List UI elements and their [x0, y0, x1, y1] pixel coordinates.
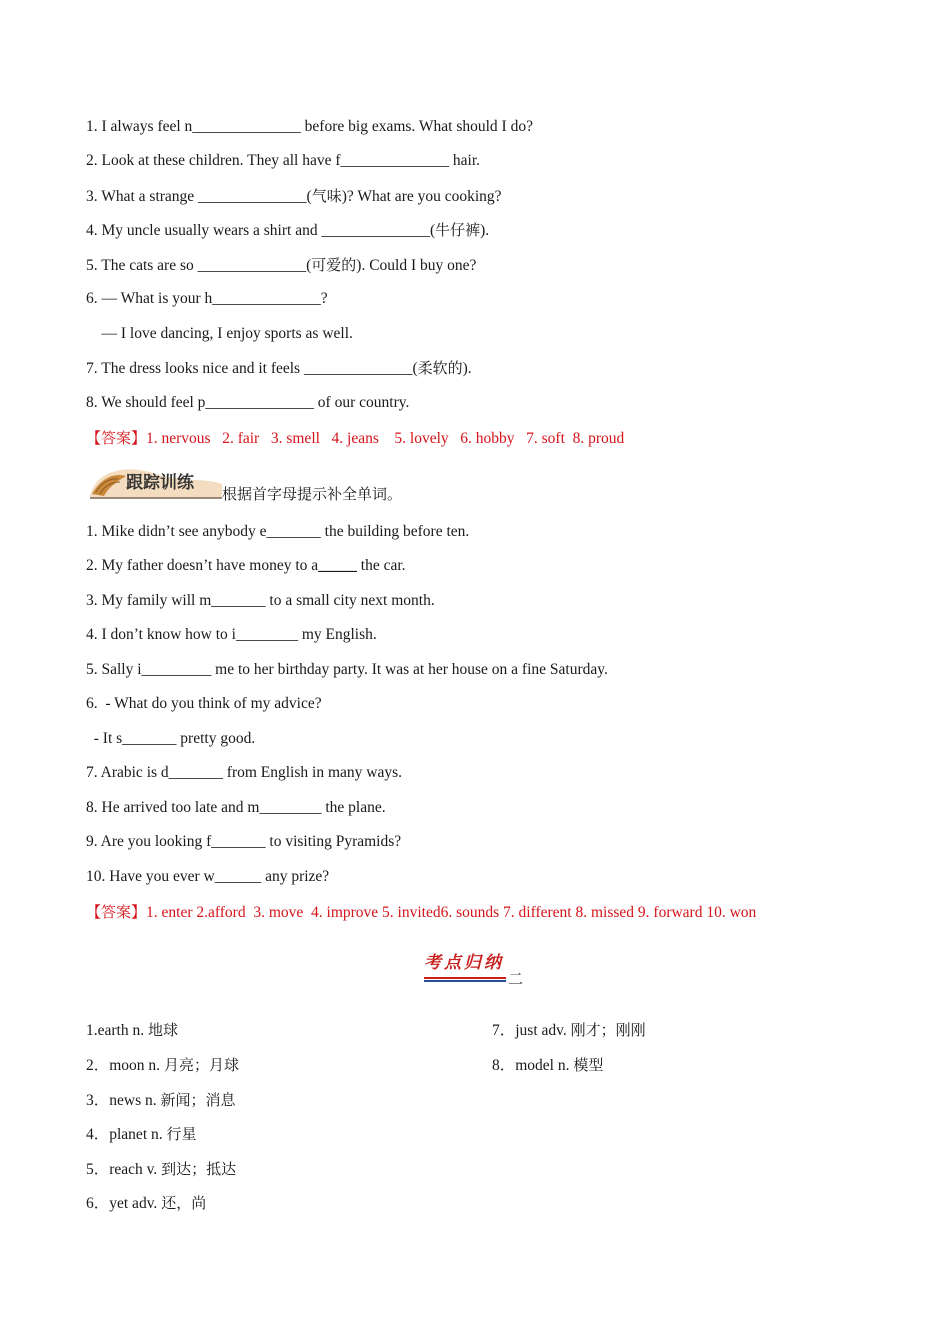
q2-text-a: 2. My father doesn’t have money to a	[86, 557, 319, 574]
vocab-meaning: 刚才；刚刚	[570, 1021, 646, 1039]
vocab-word: 2．moon n.	[86, 1057, 164, 1074]
q7-text-a: 7. The dress looks nice and it feels ______________(	[86, 360, 418, 377]
exercise2-question-6-reply: - It s_______ pretty good.	[86, 730, 256, 747]
exercise2-question-3: 3. My family will m_______ to a small city next month.	[86, 592, 435, 609]
q7-text-b: ).	[462, 360, 472, 377]
exercise1-question-5	[86, 255, 476, 276]
exercise2-question-5: 5. Sally i_________ me to her birthday party. It was at her house on a fine Saturday.	[86, 661, 608, 678]
answer-tag: 【答案】	[86, 903, 147, 921]
answer-text: 1. nervous 2. fair 3. smell 4. jeans 5. lovely 6. hobby 7. soft 8. proud	[146, 430, 625, 447]
answer-tag: 【答案】	[86, 429, 147, 447]
vocab-meaning: 地球	[147, 1021, 178, 1039]
vocab-meaning: 模型	[573, 1056, 604, 1074]
exercise1-question-3	[86, 186, 502, 207]
exercise2-question-6: 6. - What do you think of my advice?	[86, 695, 322, 712]
q5-text-b: ). Could I buy one?	[356, 257, 477, 274]
vocab-meaning: 月亮；月球	[163, 1056, 239, 1074]
exercise1-question-7	[86, 358, 472, 379]
exercise2-question-10: 10. Have you ever w______ any prize?	[86, 868, 330, 885]
vocab-item	[492, 1055, 603, 1076]
vocab-meaning: 还，尚	[161, 1194, 207, 1212]
q5-text-a: 5. The cats are so ______________(	[86, 257, 312, 274]
exercise1-question-6-reply: — I love dancing, I enjoy sports as well.	[86, 325, 353, 342]
exercise2-question-7: 7. Arabic is d_______ from English in many ways.	[86, 764, 402, 781]
q4-hint: 牛仔裤	[435, 221, 481, 239]
exercise1-question-4	[86, 220, 489, 241]
vocab-item	[86, 1020, 178, 1041]
section-number: 二	[508, 970, 524, 988]
exercise2-question-2	[86, 556, 406, 576]
exercise1-question-2: 2. Look at these children. They all have f______________ hair.	[86, 152, 481, 169]
q2-text-c: the car.	[356, 557, 406, 574]
q5-hint: 可爱的	[311, 256, 357, 274]
vocab-meaning: 到达；抵达	[161, 1160, 237, 1178]
section-title: 考点归纳	[424, 953, 504, 973]
exercise2-question-9: 9. Are you looking f_______ to visiting Pyramids?	[86, 833, 402, 850]
q2-blank: _____	[318, 557, 357, 574]
banner-instruction: 根据首字母提示补全单词。	[222, 485, 403, 503]
vocab-item	[492, 1020, 646, 1041]
q4-text-a: 4. My uncle usually wears a shirt and ______________(	[86, 222, 436, 239]
exercise1-answer	[86, 428, 624, 449]
vocab-item	[86, 1193, 206, 1214]
vocab-meaning: 行星	[166, 1125, 197, 1143]
vocab-item	[86, 1055, 239, 1076]
vocab-word: 7．just adv.	[492, 1022, 571, 1039]
q4-text-b: ).	[480, 222, 490, 239]
tracking-practice-banner	[86, 460, 226, 500]
q7-hint: 柔软的	[417, 359, 463, 377]
vocab-word: 5．reach v.	[86, 1161, 162, 1178]
vocab-item	[86, 1090, 236, 1111]
vocab-item	[86, 1124, 197, 1145]
vocab-word: 8．model n.	[492, 1057, 574, 1074]
vocab-word: 3．news n.	[86, 1092, 161, 1109]
q3-text-b: )? What are you cooking?	[341, 188, 502, 205]
vocab-word: 1.earth n.	[86, 1022, 148, 1039]
vocab-meaning: 新闻；消息	[160, 1091, 236, 1109]
q3-hint: 气味	[311, 187, 342, 205]
exercise1-question-6: 6. — What is your h______________?	[86, 290, 328, 307]
exercise2-question-1: 1. Mike didn’t see anybody e_______ the building before ten.	[86, 523, 470, 540]
banner-title: 跟踪训练	[126, 473, 194, 493]
vocab-word: 6．yet adv.	[86, 1195, 162, 1212]
exercise2-question-8: 8. He arrived too late and m________ the plane.	[86, 799, 386, 816]
vocab-word: 4．planet n.	[86, 1126, 167, 1143]
vocab-item	[86, 1159, 236, 1180]
exercise2-answer	[86, 902, 756, 923]
exercise1-question-8: 8. We should feel p______________ of our country.	[86, 394, 410, 411]
q3-text-a: 3. What a strange ______________(	[86, 188, 312, 205]
answer-text: 1. enter 2.afford 3. move 4. improve 5. invited6. sounds 7. different 8. missed 9. forward 10. won	[146, 904, 757, 921]
exercise2-question-4: 4. I don’t know how to i________ my English.	[86, 626, 377, 643]
exercise1-question-1: 1. I always feel n______________ before big exams. What should I do?	[86, 118, 533, 135]
